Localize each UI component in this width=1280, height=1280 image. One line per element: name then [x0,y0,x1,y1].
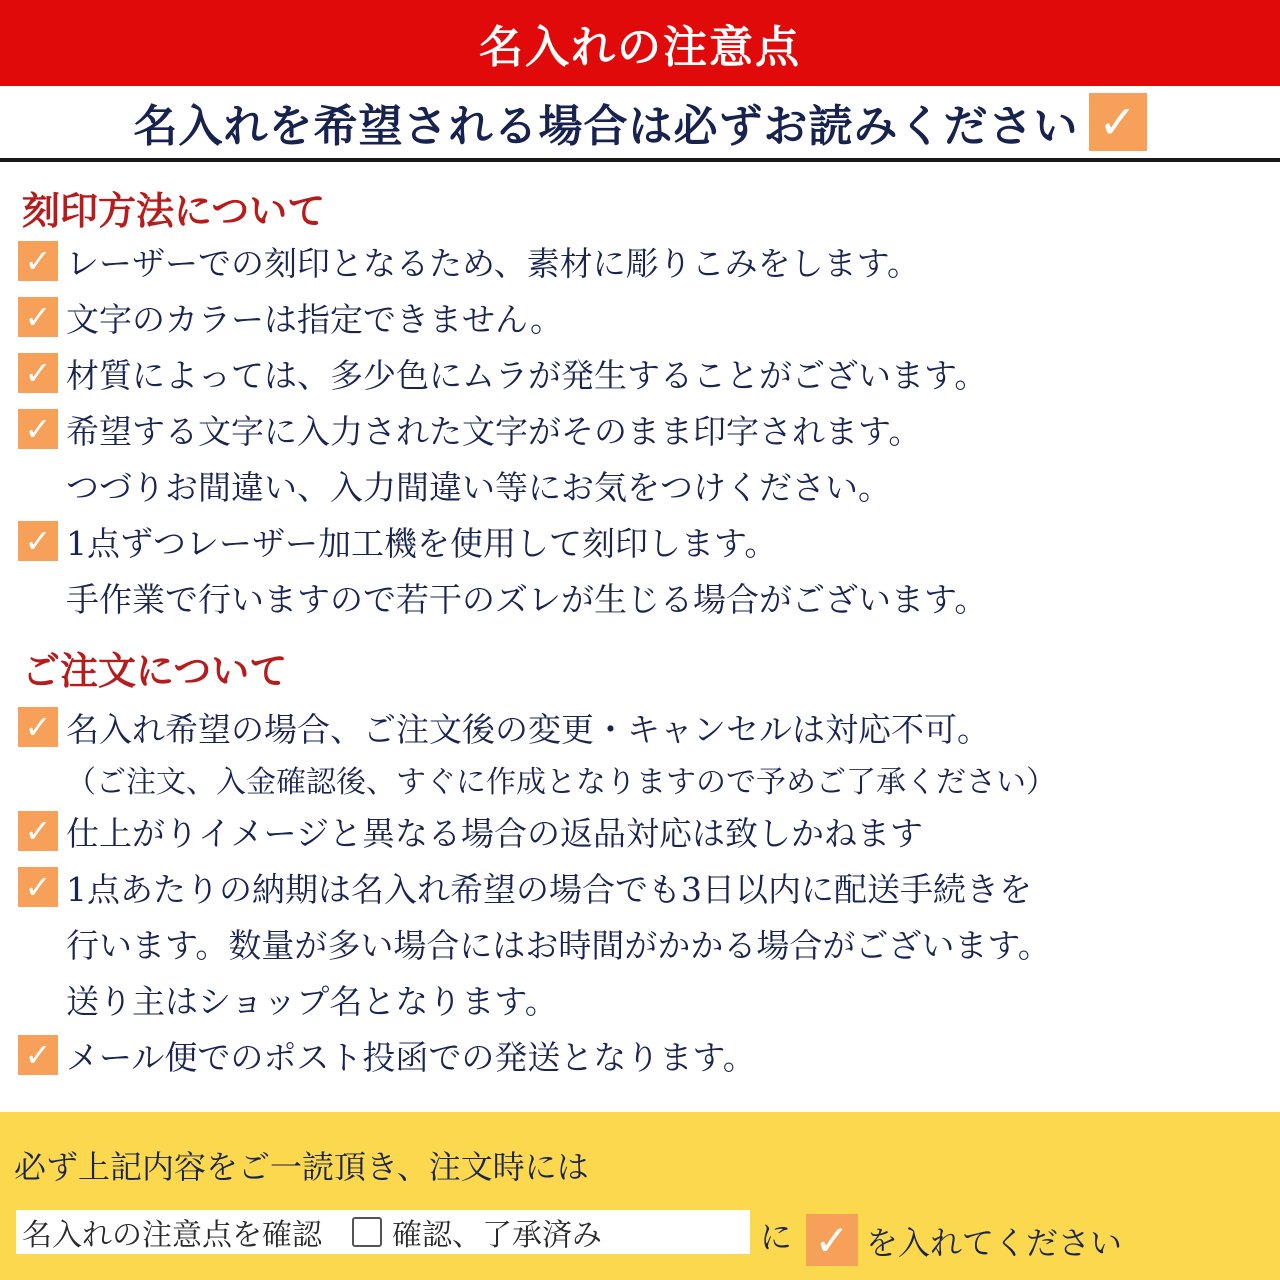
item-text: （ご注文、入金確認後、すぐに作成となりますので予めご了承ください） [66,765,1056,800]
check-icon: ✓ [18,811,58,851]
item-continuation [66,974,558,1024]
footer-instructions [0,1112,1280,1280]
check-icon: ✓ [806,1214,858,1266]
item-text: 仕上がりイメージと異なる場合の返品対応は致しかねます [66,813,924,853]
title-banner [0,0,1280,86]
check-icon: ✓ [18,409,58,449]
sample-option: 確認、了承済み [392,1218,602,1253]
item-text: レーザーでの刻印となるため、素材に彫りこみをします。 [66,243,921,283]
footer-text: 必ず上記内容をご一読頂き、注文時には [14,1148,589,1186]
list-item [18,806,923,856]
item-text: つづりお間違い、入力間違い等にお気をつけください。 [66,467,891,507]
list-item [18,348,987,398]
check-icon: ✓ [18,241,58,281]
check-icon: ✓ [18,521,58,561]
item-continuation [66,754,1056,804]
section-heading-order: ご注文について [22,649,288,693]
list-item [18,292,563,342]
item-text: 文字のカラーは指定できません。 [66,299,563,339]
item-text: 手作業で行いますので若干のズレが生じる場合がございます。 [66,579,988,619]
page-title: 名入れの注意点 [479,22,801,73]
item-continuation [66,572,987,622]
item-continuation [66,918,1051,968]
list-item [18,236,920,286]
notice-row [0,86,1280,162]
check-icon: ✓ [18,707,58,747]
list-item [18,516,777,566]
item-text: 名入れ希望の場合、ご注文後の変更・キャンセルは対応不可。 [66,709,990,749]
footer-particle: に [760,1218,793,1256]
sample-remarks-field [16,1210,750,1254]
check-icon: ✓ [18,1035,58,1075]
check-icon: ✓ [1089,93,1147,151]
item-text: 送り主はショップ名となります。 [66,981,558,1021]
sample-label: 名入れの注意点を確認 [22,1218,322,1253]
check-icon: ✓ [18,867,58,907]
section-heading-engraving: 刻印方法について [22,189,326,233]
check-icon: ✓ [18,297,58,337]
item-text: 1点ずつレーザー加工機を使用して刻印します。 [66,523,778,563]
notice-text: 名入れを希望される場合は必ずお読みください [133,101,1079,152]
list-item [18,862,1032,912]
footer-end-text: を入れてください [866,1224,1123,1262]
list-item [18,1030,756,1080]
item-text: メール便でのポスト投函での発送となります。 [66,1037,756,1077]
list-item [18,404,921,454]
item-text: 材質によっては、多少色にムラが発生することがございます。 [66,355,988,395]
list-item [18,702,990,752]
item-text: 1点あたりの納期は名入れ希望の場合でも3日以内に配送手続きを [66,869,1032,909]
checkbox-icon [352,1217,382,1247]
item-continuation [66,460,891,510]
item-text: 希望する文字に入力された文字がそのまま印字されます。 [66,411,922,451]
item-text: 行います。数量が多い場合にはお時間がかかる場合がございます。 [66,925,1051,965]
check-icon: ✓ [18,353,58,393]
